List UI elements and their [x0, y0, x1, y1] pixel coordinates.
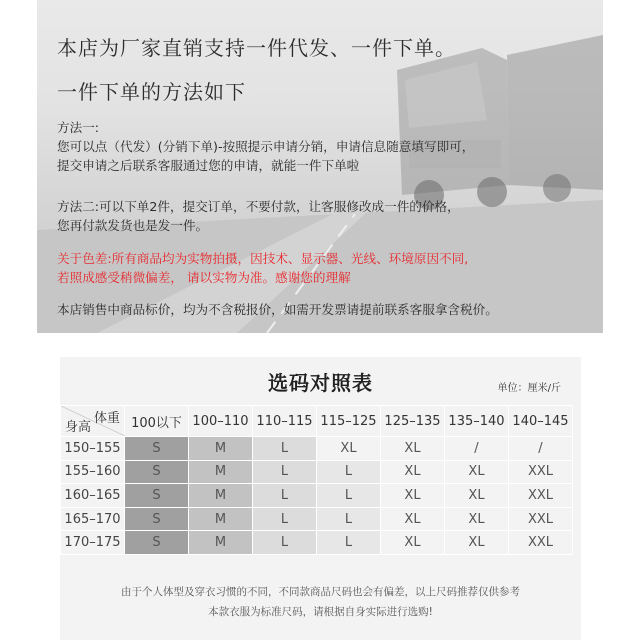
size-cell: XL [381, 531, 445, 555]
height-axis-label: 身高 [65, 420, 92, 435]
size-cell: L [253, 507, 317, 531]
size-cell: L [253, 531, 317, 555]
table-row [61, 460, 573, 484]
weight-axis-label: 体重 [93, 411, 120, 426]
size-cell: S [125, 531, 189, 555]
size-cell: M [189, 484, 253, 508]
height-row-header: 160–165 [61, 484, 125, 508]
size-cell: XL [381, 460, 445, 484]
size-note-line2: 本款衣服为标准尺码，请根据自身实际进行选购! [208, 606, 433, 618]
size-chart-card [60, 357, 581, 640]
weight-column-header: 100以下 [125, 406, 189, 437]
size-cell: XL [381, 507, 445, 531]
size-cell: XL [381, 484, 445, 508]
size-cell: L [253, 437, 317, 461]
size-chart-body [61, 437, 573, 555]
table-row [61, 507, 573, 531]
method1-line1: 您可以点（代发）(分销下单)-按照提示申请分销，申请信息随意填写即可， [57, 139, 475, 154]
size-cell: S [125, 484, 189, 508]
price-note: 本店销售中商品标价，均为不含税报价，如需开发票请提前联系客服拿含税价。 [57, 302, 498, 317]
size-cell: L [317, 507, 381, 531]
weight-column-header: 125–135 [381, 406, 445, 437]
size-cell: L [253, 484, 317, 508]
size-cell: XL [381, 437, 445, 461]
height-row-header: 165–170 [61, 507, 125, 531]
method1-line2: 提交申请之后联系客服通过您的申请，就能一件下单啦 [57, 158, 360, 173]
height-row-header: 155–160 [61, 460, 125, 484]
size-chart-header-row [61, 406, 573, 437]
size-cell: M [189, 507, 253, 531]
size-cell: XL [445, 484, 509, 508]
size-cell: M [189, 437, 253, 461]
method2-line1: 方法二:可以下单2件，提交订单，不要付款，让客服修改成一件的价格， [57, 199, 460, 214]
height-row-header: 170–175 [61, 531, 125, 555]
size-cell: S [125, 460, 189, 484]
weight-column-header: 115–125 [317, 406, 381, 437]
headline: 本店为厂家直销支持一件代发、一件下单。 [57, 36, 456, 60]
size-cell: XL [317, 437, 381, 461]
table-corner-cell [61, 406, 125, 437]
size-note-line1: 由于个人体型及穿衣习惯的不同，不同款商品尺码也会有偏差，以上尺码推荐仅供参考 [121, 586, 520, 598]
size-cell: XXL [509, 531, 573, 555]
size-cell: L [317, 460, 381, 484]
size-cell: XL [445, 507, 509, 531]
weight-column-header: 140–145 [509, 406, 573, 437]
color-disclaimer-line1: 关于色差:所有商品均为实物拍摄，因技术、显示器、光线、环境原因不同, [57, 251, 469, 266]
method1-title: 方法一: [57, 120, 100, 135]
size-cell: M [189, 460, 253, 484]
size-cell: / [445, 437, 509, 461]
table-row [61, 437, 573, 461]
size-chart-title: 选码对照表 [268, 371, 373, 395]
size-cell: / [509, 437, 573, 461]
size-chart-unit: 单位：厘米/斤 [497, 383, 561, 394]
size-cell: XL [445, 460, 509, 484]
size-cell: XXL [509, 507, 573, 531]
size-cell: XL [445, 531, 509, 555]
size-cell: XXL [509, 484, 573, 508]
size-cell: S [125, 507, 189, 531]
method2-line2: 您再付款发货也是发一件。 [57, 218, 209, 233]
size-cell: XXL [509, 460, 573, 484]
size-cell: L [317, 531, 381, 555]
size-chart-table [60, 405, 573, 555]
table-row [61, 484, 573, 508]
size-cell: S [125, 437, 189, 461]
size-cell: M [189, 531, 253, 555]
size-cell: L [253, 460, 317, 484]
size-cell: L [317, 484, 381, 508]
subheadline: 一件下单的方法如下 [57, 80, 246, 104]
info-banner [37, 0, 603, 333]
height-row-header: 150–155 [61, 437, 125, 461]
weight-column-header: 100–110 [189, 406, 253, 437]
table-row [61, 531, 573, 555]
color-disclaimer-line2: 若照成感受稍微偏差， 请以实物为准。感谢您的理解 [57, 270, 351, 285]
weight-column-header: 110–115 [253, 406, 317, 437]
weight-column-header: 135–140 [445, 406, 509, 437]
